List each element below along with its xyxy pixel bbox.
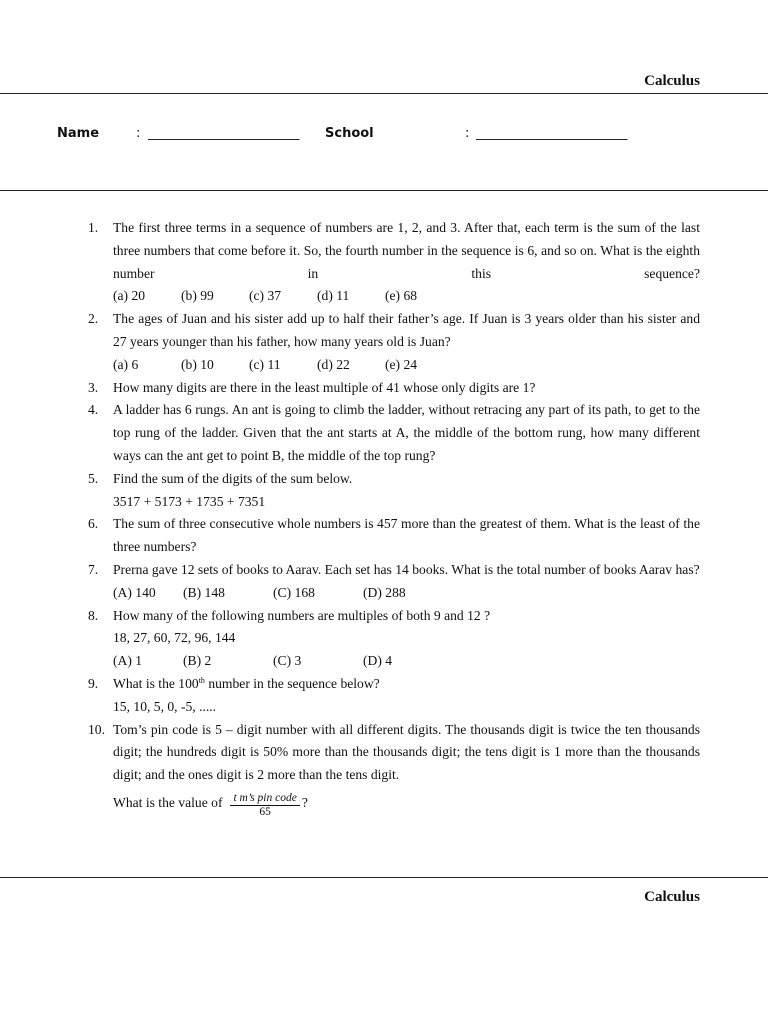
question-4 [88,399,700,467]
question-number: 5. [88,470,99,486]
footer-divider [0,877,768,878]
fraction-numerator: t m’s pin code [230,792,299,806]
option-b: (B) 2 [183,653,212,669]
question-list [88,217,700,817]
option-a: (a) 6 [113,356,139,372]
question-number: 7. [88,561,99,577]
question-number-list: 18, 27, 60, 72, 96, 144 [113,630,236,646]
question-9 [88,673,700,719]
question-text: The ages of Juan and his sister add up to half their father’s age. If Juan is 3 years older than his sister and 27 years younger than his father, how many years old is Juan? [113,311,700,349]
ask-text: What is the value of [113,795,223,811]
option-d: (D) 4 [363,653,393,669]
question-number: 2. [88,311,99,327]
option-b: (B) 148 [183,584,225,600]
option-e: (e) 24 [385,356,418,372]
header-title: Calculus [644,73,700,89]
question-text: Prerna gave 12 sets of books to Aarav. Each set has 14 books. What is the total number of books Aarav has? [113,561,700,577]
question-number: 9. [88,675,99,691]
form-divider [0,190,768,191]
question-6 [88,513,700,559]
option-d: (d) 11 [317,288,350,304]
answer-options [113,650,700,673]
option-b: (b) 10 [181,356,214,372]
header-divider [0,93,768,94]
option-c: (C) 3 [273,653,302,669]
name-field[interactable]: ________________________ [148,126,300,141]
question-number: 10. [88,721,105,737]
question-number: 3. [88,379,99,395]
option-a: (A) 140 [113,584,156,600]
question-text: How many of the following numbers are multiples of both 9 and 12 ? [113,607,491,623]
option-b: (b) 99 [181,288,214,304]
question-text: The sum of three consecutive whole numbers is 457 more than the greatest of them. What is the least of the three numbers? [113,516,700,555]
question-number: 8. [88,607,99,623]
question-number: 6. [88,516,99,532]
question-2 [88,308,700,376]
option-c: (c) 37 [249,288,282,304]
question-number: 1. [88,220,99,235]
question-text-post: number in the sequence below? [204,675,380,691]
option-c: (C) 168 [273,584,315,600]
ordinal-suffix: th [198,675,205,685]
name-label: Name [57,126,100,141]
school-colon: : [465,126,470,141]
question-1 [88,217,700,308]
option-d: (D) 288 [363,584,406,600]
question-text [113,673,700,696]
question-10 [88,719,700,817]
answer-options [113,354,700,377]
question-ask [113,790,700,817]
question-5 [88,468,700,514]
question-text-pre: What is the 100 [113,675,199,691]
question-text: How many digits are there in the least multiple of 41 whose only digits are 1? [113,379,536,395]
question-text: Find the sum of the digits of the sum below. [113,470,353,486]
fraction-denominator: 65 [259,805,271,818]
option-a: (a) 20 [113,288,146,304]
question-3 [88,377,700,400]
footer-title: Calculus [644,889,700,905]
option-d: (d) 22 [317,356,350,372]
question-text: Tom’s pin code is 5 – digit number with all different digits. The thousands digit is twice the ten thousands digit; the hundreds digit is 50% more than the thousands digit; the tens digit is 1 more than the thousands digit; and the ones digit is 2 more than the tens digit. [113,721,700,783]
answer-options [113,582,700,605]
option-e: (e) 68 [385,288,418,304]
ask-question-mark: ? [301,795,308,811]
option-c: (c) 11 [249,356,281,372]
question-8 [88,605,700,673]
answer-options [113,285,700,308]
question-7 [88,559,700,605]
question-sequence: 15, 10, 5, 0, -5, ..... [113,698,217,714]
fraction [230,792,299,819]
school-field[interactable]: ________________________ [476,126,628,141]
school-label: School [325,126,374,141]
question-expression: 3517 + 5173 + 1735 + 7351 [113,493,266,509]
name-colon: : [136,126,141,141]
question-number: 4. [88,402,99,418]
question-text: The first three terms in a sequence of numbers are 1, 2, and 3. After that, each term is the sum of the last three numbers that come before it. So, the fourth number in the sequence is 6, and so on. What is the eighth number in this sequence? [113,220,700,281]
question-text: A ladder has 6 rungs. An ant is going to climb the ladder, without retracing any part of its path, to get to the top rung of the ladder. Given that the ant starts at A, the middle of the bottom rung, how many different ways can the ant get to point B, the middle of the top rung? [113,402,700,463]
option-a: (A) 1 [113,653,143,669]
